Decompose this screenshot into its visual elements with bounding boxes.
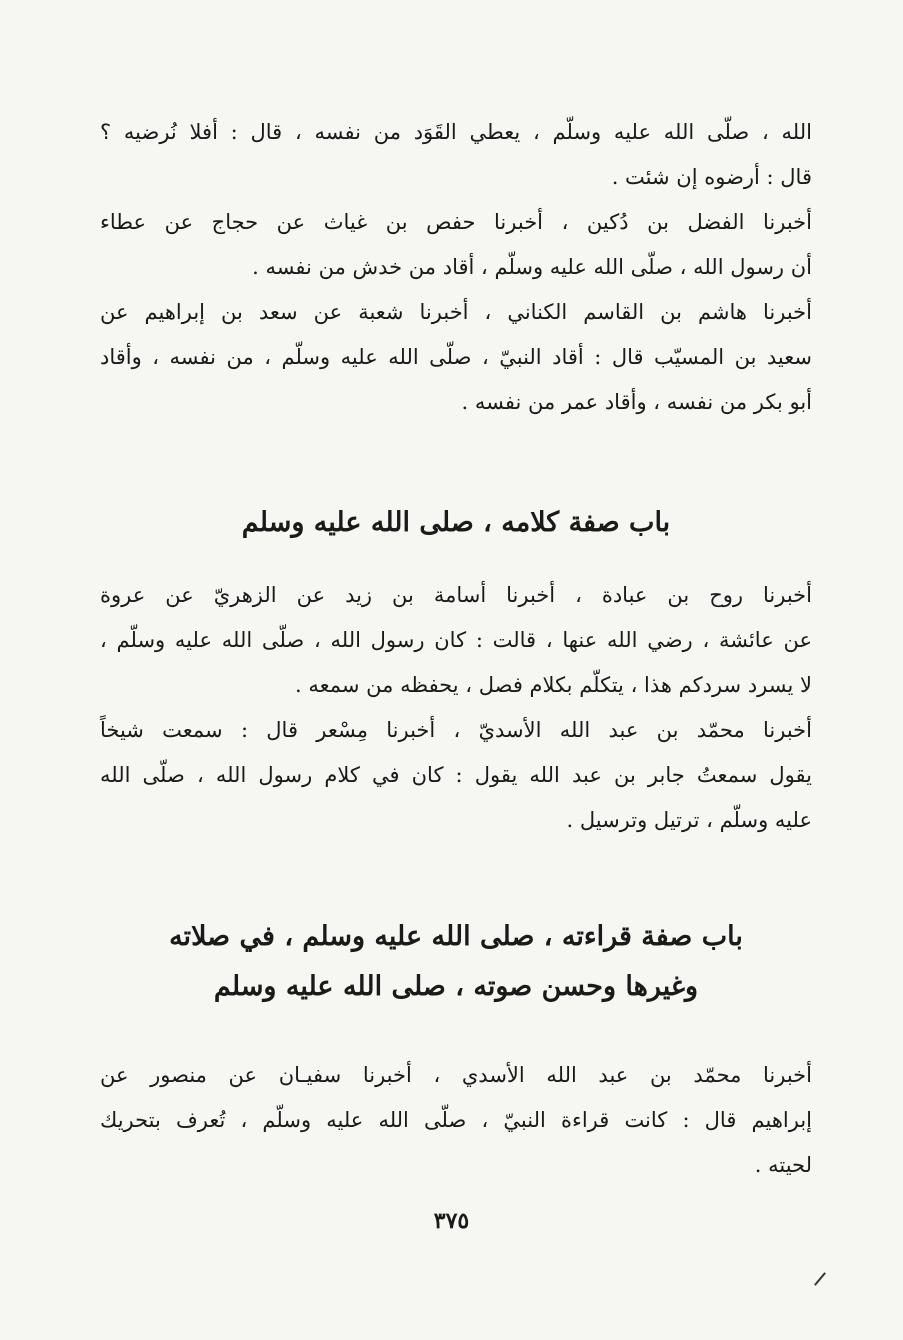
text-line: أخبرنا روح بن عبادة ، أخبرنا أسامة بن زيد عن الزهريّ عن عروة <box>100 583 812 607</box>
text-line: الله ، صلّى الله عليه وسلّم ، يعطي القَوَد من نفسه ، قال : أفلا نُرضيه ؟ <box>100 120 812 144</box>
paragraph-6 <box>100 1053 812 1188</box>
text-line: لا يسرد سردكم هذا ، يتكلّم بكلام فصل ، يحفظه من سمعه . <box>295 673 812 697</box>
text-line: أخبرنا الفضل بن دُكين ، أخبرنا حفص بن غياث عن حجاج عن عطاء <box>100 210 812 234</box>
text-line: لحيته . <box>754 1153 812 1177</box>
text-line: أبو بكر من نفسه ، وأقاد عمر من نفسه . <box>461 390 812 414</box>
text-line: عن عائشة ، رضي الله عنها ، قالت : كان رسول الله ، صلّى الله عليه وسلّم ، <box>100 628 812 652</box>
chapter-heading-recitation <box>100 912 812 1012</box>
text-line: أخبرنا هاشم بن القاسم الكناني ، أخبرنا شعبة عن سعد بن إبراهيم عن <box>100 300 812 324</box>
heading-line: باب صفة كلامه ، صلى الله عليه وسلم <box>241 507 671 538</box>
text-line: أن رسول الله ، صلّى الله عليه وسلّم ، أقاد من خدش من نفسه . <box>252 255 812 279</box>
text-line: قال : أرضوه إن شئت . <box>611 165 812 189</box>
heading-line: باب صفة قراءته ، صلى الله عليه وسلم ، في صلاته <box>169 921 743 952</box>
text-line: أخبرنا محمّد بن عبد الله الأسديّ ، أخبرنا مِسْعر قال : سمعت شيخاً <box>100 718 812 742</box>
heading-line: وغيرها وحسن صوته ، صلى الله عليه وسلم <box>213 971 699 1002</box>
paragraph-4 <box>100 573 812 708</box>
page-number: ٣٧٥ <box>433 1208 470 1234</box>
paragraph-3 <box>100 290 812 425</box>
text-line: عليه وسلّم ، ترتيل وترسيل . <box>566 808 812 832</box>
paragraph-1 <box>100 110 812 200</box>
text-line: سعيد بن المسيّب قال : أقاد النبيّ ، صلّى الله عليه وسلّم ، من نفسه ، وأقاد <box>100 345 812 369</box>
text-line: يقول سمعتُ جابر بن عبد الله يقول : كان في كلام رسول الله ، صلّى الله <box>100 763 812 787</box>
text-line: أخبرنا محمّد بن عبد الله الأسدي ، أخبرنا سفيـان عن منصور عن <box>100 1063 812 1087</box>
scan-mark <box>814 1272 826 1286</box>
chapter-heading-speech <box>100 498 812 548</box>
text-line: إبراهيم قال : كانت قراءة النبيّ ، صلّى الله عليه وسلّم ، تُعرف بتحريك <box>100 1108 812 1132</box>
paragraph-2 <box>100 200 812 290</box>
paragraph-5 <box>100 708 812 843</box>
